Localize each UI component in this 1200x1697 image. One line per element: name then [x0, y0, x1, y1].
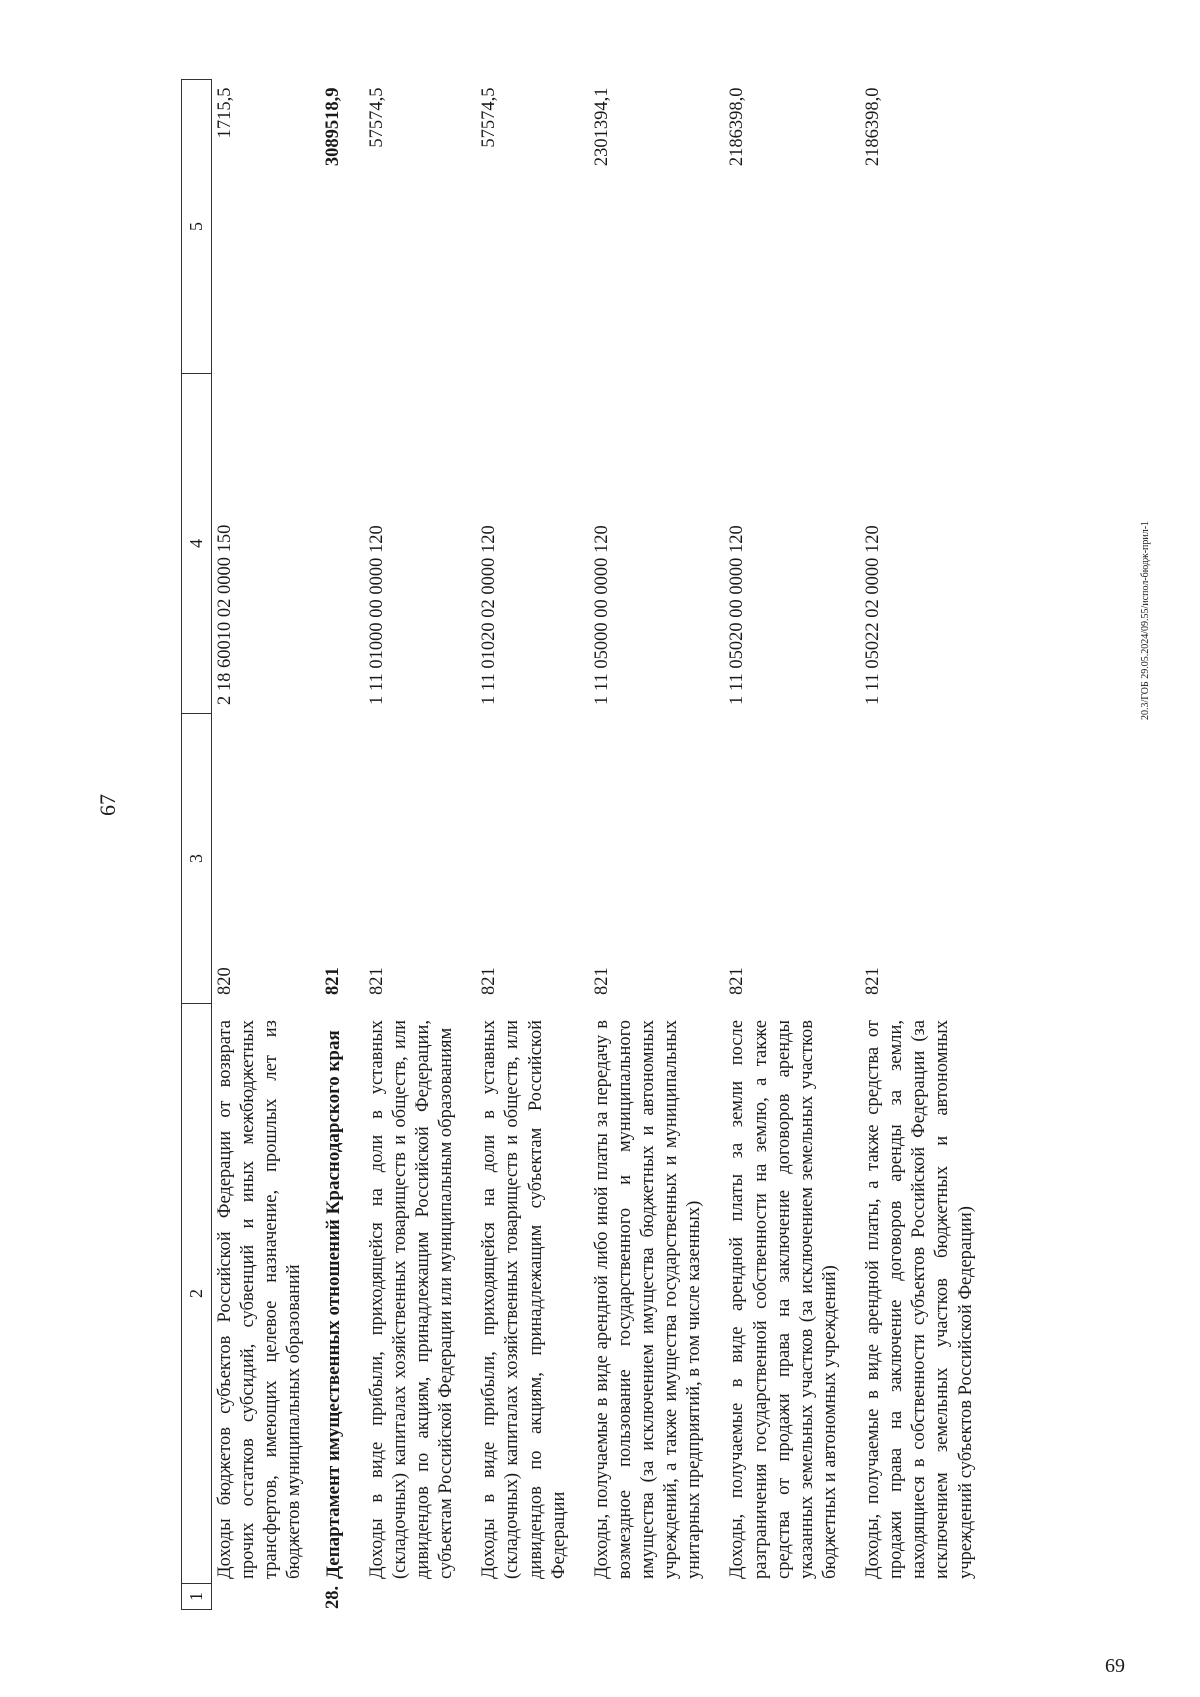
header-col-1: 1: [182, 1584, 212, 1610]
row-amount: 3089518,9: [312, 80, 356, 374]
row-budget-code: [312, 374, 356, 714]
row-admin-code: 821: [581, 714, 717, 1004]
row-description: Доходы, получаемые в виде арендной платы за земли после разграничения государственной собственности на землю, а также средства от продажи права на заключение договоров аренды указанных земельных участков (за исключением земельных участков бюджетных и автономных учреждений): [716, 1004, 852, 1584]
document-footer: 20.3/ГОБ 29.05.2024/09.55/испол-бюдж-прил-1: [1140, 520, 1151, 720]
page-number: 67: [95, 794, 120, 816]
row-amount: 57574,5: [356, 80, 469, 374]
row-number: [356, 1584, 469, 1610]
row-admin-code: 821: [468, 714, 581, 1004]
row-budget-code: 1 11 05020 00 0000 120: [716, 374, 852, 714]
row-budget-code: 1 11 05022 02 0000 120: [852, 374, 988, 714]
row-admin-code: 821: [716, 714, 852, 1004]
row-description: Доходы в виде прибыли, приходящейся на доли в уставных (складочных) капиталах хозяйственных товариществ и обществ, или дивидендов по акциям, принадлежащим субъектам Российской Федерации: [468, 1004, 581, 1584]
revenue-table: [181, 79, 988, 1610]
row-description: Доходы в виде прибыли, приходящейся на доли в уставных (складочных) капиталах хозяйственных товариществ и обществ, или дивидендов по акциям, принадлежащим Российской Федерации, субъектам Российской Федерации или муниципальным образованиям: [356, 1004, 469, 1584]
row-description: Доходы, получаемые в виде арендной либо иной платы за передачу в возмездное пользование государственного и муниципального имущества (за исключением имущества бюджетных и автономных учреждений, а также имущества государственных и муниципальных унитарных предприятий, в том числе казенных): [581, 1004, 717, 1584]
row-budget-code: 1 11 05000 00 0000 120: [581, 374, 717, 714]
row-budget-code: 1 11 01020 02 0000 120: [468, 374, 581, 714]
table-row: [468, 80, 581, 1610]
header-col-2: 2: [182, 1004, 212, 1584]
row-number: [852, 1584, 988, 1610]
row-amount: 2186398,0: [716, 80, 852, 374]
table-row: [211, 80, 312, 1610]
row-admin-code: 820: [211, 714, 312, 1004]
row-number: [581, 1584, 717, 1610]
row-amount: 2301394,1: [581, 80, 717, 374]
header-col-3: 3: [182, 714, 212, 1004]
row-admin-code: 821: [852, 714, 988, 1004]
sheet-number: 69: [1105, 1655, 1125, 1677]
row-number: 28.: [312, 1584, 356, 1610]
row-budget-code: 1 11 01000 00 0000 120: [356, 374, 469, 714]
table-row: [716, 80, 852, 1610]
row-amount: 57574,5: [468, 80, 581, 374]
table-header-row: [182, 80, 212, 1610]
header-col-4: 4: [182, 374, 212, 714]
table-row-department: [312, 80, 356, 1610]
row-admin-code: 821: [312, 714, 356, 1004]
row-description: Департамент имущественных отношений Краснодарского края: [312, 1004, 356, 1584]
table-row: [581, 80, 717, 1610]
table-row: [356, 80, 469, 1610]
rotated-page: [181, 80, 988, 1610]
row-admin-code: 821: [356, 714, 469, 1004]
header-col-5: 5: [182, 80, 212, 374]
row-description: Доходы, получаемые в виде арендной платы, а также средства от продажи права на заключение договоров аренды за земли, находящиеся в собственности субъектов Российской Федерации (за исключением земельных участков бюджетных и автономных учреждений субъектов Российской Федерации): [852, 1004, 988, 1584]
row-amount: 2186398,0: [852, 80, 988, 374]
table-row: [852, 80, 988, 1610]
row-number: [468, 1584, 581, 1610]
row-number: [716, 1584, 852, 1610]
row-amount: 1715,5: [211, 80, 312, 374]
row-budget-code: 2 18 60010 02 0000 150: [211, 374, 312, 714]
row-description: Доходы бюджетов субъектов Российской Федерации от возврата прочих остатков субсидий, субвенций и иных межбюджетных трансфертов, имеющих целевое назначение, прошлых лет из бюджетов муниципальных образований: [211, 1004, 312, 1584]
row-number: [211, 1584, 312, 1610]
